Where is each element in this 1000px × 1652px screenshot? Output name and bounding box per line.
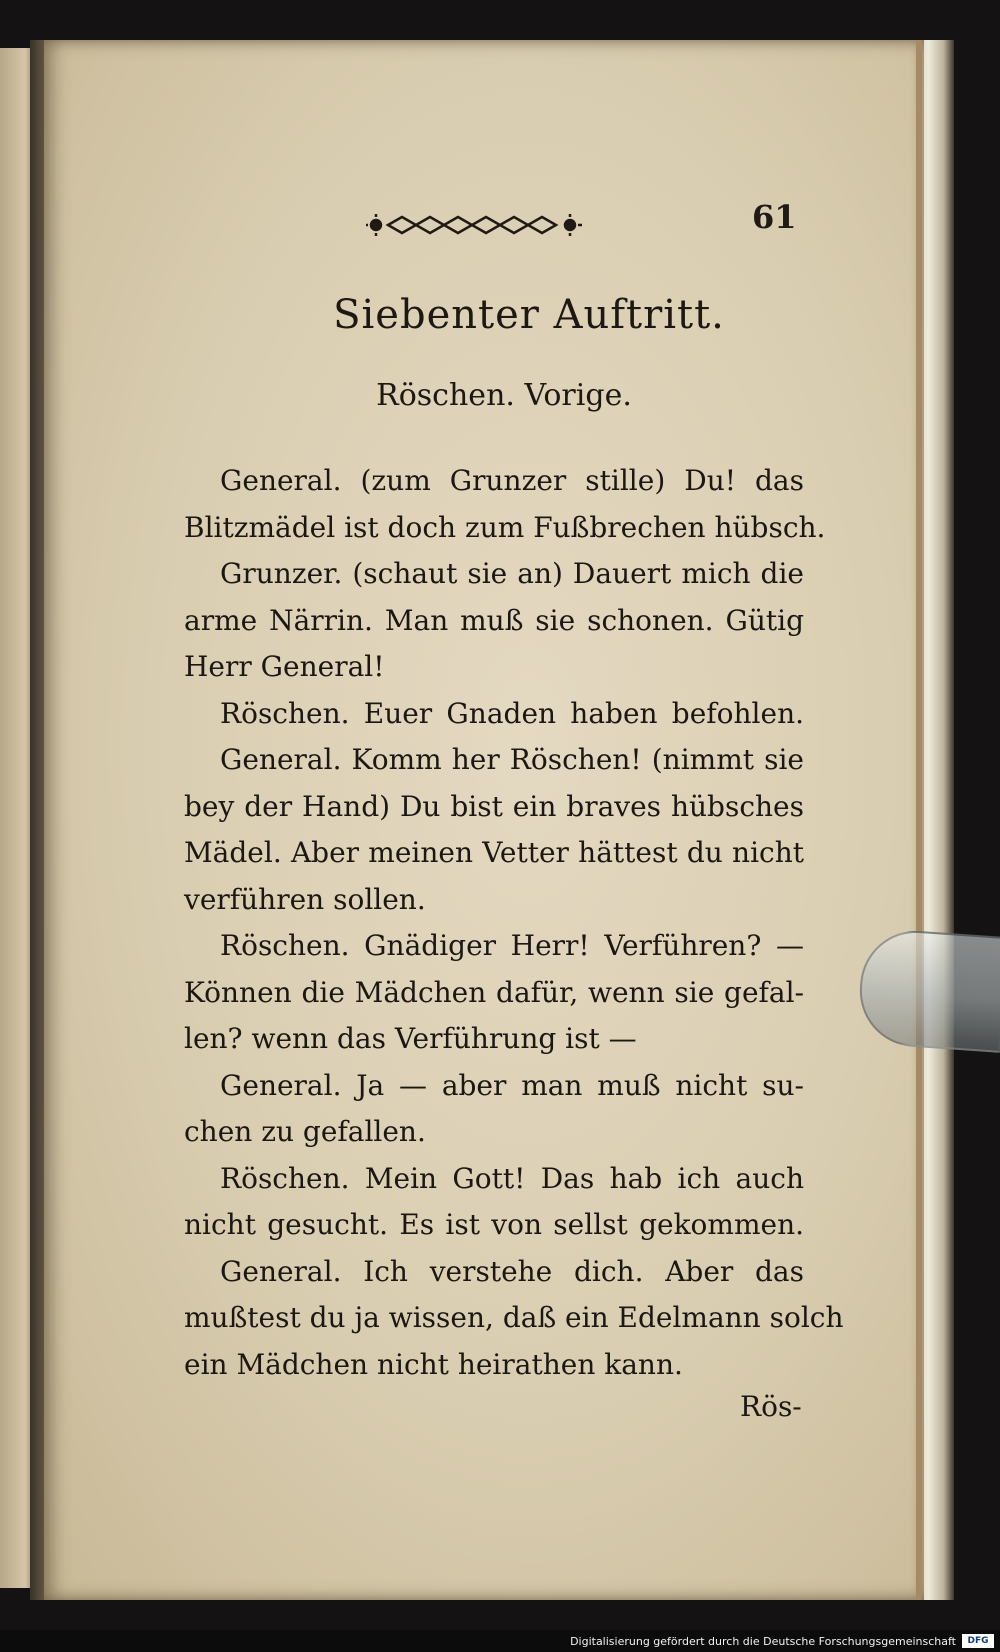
text-line: General. Komm her Röschen! (nimmt sie	[220, 743, 804, 776]
digitization-credit: Digitalisierung gefördert durch die Deutsche Forschungsgemeinschaft	[570, 1635, 956, 1648]
text-line: Können die Mädchen dafür, wenn sie gefal-	[184, 975, 804, 1009]
book-page	[44, 40, 924, 1600]
scene-persons-text: Röschen. Vorige.	[376, 378, 632, 413]
text-line: len? wenn das Verführung ist —	[184, 1022, 637, 1055]
text-line: ein Mädchen nicht heirathen kann.	[184, 1347, 683, 1381]
text-line: Herr General!	[184, 650, 385, 683]
dialogue-text	[184, 458, 844, 1388]
text-line: verführen sollen.	[184, 882, 426, 916]
text-line: Grunzer. (schaut sie an) Dauert mich die	[220, 557, 804, 590]
scene-heading-text: Siebenter Auftritt.	[333, 292, 725, 338]
text-line: arme Närrin. Man muß sie schonen. Gütig	[184, 603, 804, 637]
text-line: General. (zum Grunzer stille) Du! das	[220, 464, 804, 497]
text-line: nicht gesucht. Es ist von sellst gekommen.	[184, 1208, 804, 1241]
page-number: 61	[752, 198, 797, 236]
text-line: Röschen. Gnädiger Herr! Verführen? —	[220, 929, 804, 962]
text-line: mußtest du ja wissen, daß ein Edelmann solch	[184, 1301, 844, 1334]
text-line: Blitzmädel ist doch zum Fußbrechen hübsch.	[184, 510, 826, 544]
text-line: bey der Hand) Du bist ein braves hübsches	[184, 789, 804, 823]
scene-persons	[44, 378, 924, 413]
dfg-logo-badge: DFG	[962, 1634, 994, 1648]
catchword: Rös-	[740, 1390, 802, 1423]
text-line: chen zu gefallen.	[184, 1115, 426, 1148]
text-line: Mädel. Aber meinen Vetter hättest du nicht	[184, 836, 804, 869]
text-line: Röschen. Mein Gott! Das hab ich auch	[220, 1161, 804, 1195]
text-line: Röschen. Euer Gnaden haben befohlen.	[220, 696, 804, 730]
text-line: General. Ich verstehe dich. Aber das	[220, 1254, 804, 1288]
decorative-ornament-icon	[364, 210, 584, 240]
text-line: General. Ja — aber man muß nicht su-	[220, 1068, 804, 1102]
scene-heading	[44, 292, 924, 338]
page-fore-edge	[916, 40, 922, 1600]
